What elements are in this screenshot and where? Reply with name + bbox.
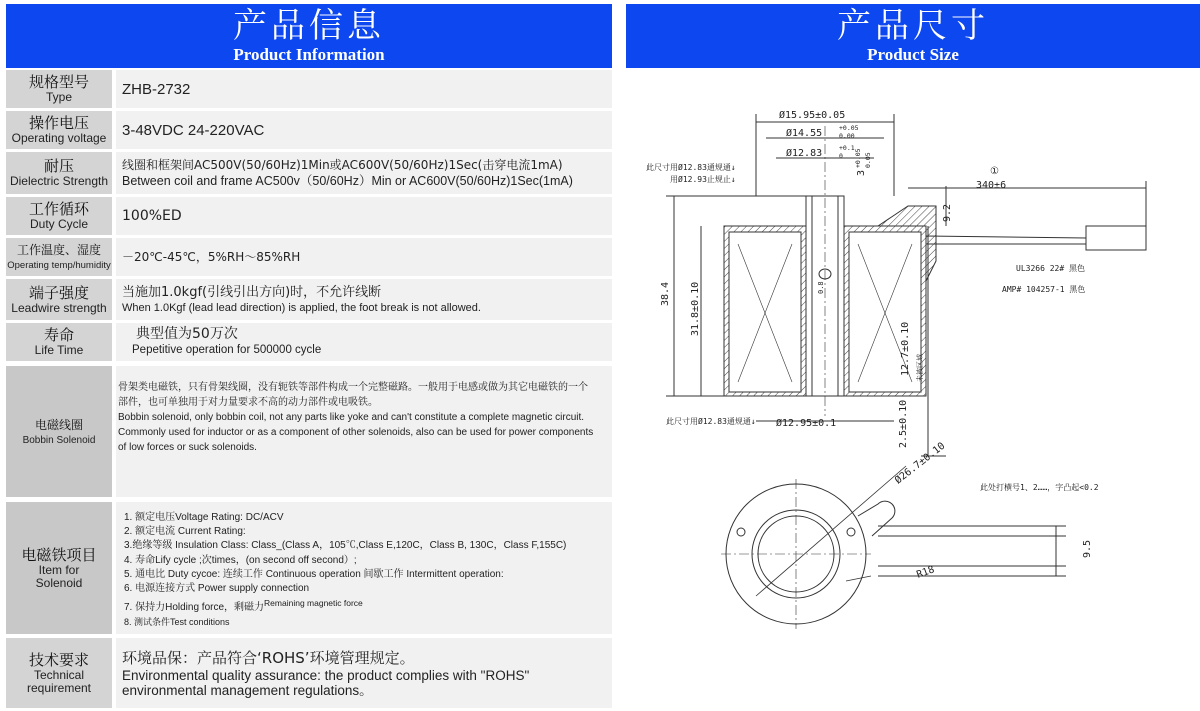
label-cn: 操作电压 (28, 114, 89, 132)
value-text: －20℃-45℃，5%RH～85%RH (122, 249, 301, 264)
dim-d4-tol-lower: 0.05 (864, 152, 872, 168)
dim-d3: Ø12.83 (786, 148, 823, 159)
item-line: 6. 电源连接方式 Power supply connection (124, 583, 310, 595)
label-cn: 耐压 (43, 157, 74, 175)
spec-row-type (6, 70, 612, 108)
label-en: Duty Cycle (29, 217, 88, 231)
bobbin-frame-right (844, 226, 926, 396)
product-information-header (6, 4, 612, 68)
header-title-cn: 产品信息 (233, 6, 385, 46)
dim-38-4: 38.4 (660, 281, 671, 306)
dim-31-8: 31.8±0.10 (690, 281, 701, 336)
spec-value (116, 152, 612, 194)
dim-0-8: 0.8 (817, 281, 825, 294)
dim-d4: 3 (856, 169, 867, 176)
label-cn: 电磁铁项目 (21, 545, 97, 564)
spec-row-bobbin-solenoid (6, 366, 612, 497)
terminal-tab (858, 501, 895, 536)
spec-value (116, 366, 612, 497)
spec-label (6, 638, 112, 708)
value-text: ZHB-2732 (122, 80, 191, 98)
label-en: Dielectric Strength (9, 174, 109, 188)
spec-row-operating-voltage (6, 111, 612, 149)
dim-d4-tol-upper: +0.05 (854, 148, 862, 168)
note-wire-spec: UL3266 22# 黑色 (1016, 264, 1085, 273)
label-cn: 端子强度 (28, 283, 89, 302)
part-number-circle: ① (990, 166, 999, 177)
description-line: Bobbin solenoid, only bobbin coil, not any parts like yoke and can't constitute a complete magnetic circuit. (118, 412, 585, 423)
label-en: Type (45, 90, 72, 104)
dim-12-95: Ø12.95±0.1 (776, 418, 837, 429)
bobbin-frame-left (724, 226, 806, 396)
label-cn: 规格型号 (28, 73, 89, 91)
header-title-cn: 产品尺寸 (837, 6, 989, 46)
label-en: Technical (33, 667, 85, 682)
value-cn: 环境品保：产品符合‘ROHS’环境管理规定。 (122, 649, 415, 667)
spec-value (116, 111, 612, 149)
spec-row-duty-cycle (6, 197, 612, 235)
label-en: Life Time (34, 343, 84, 357)
spec-value (116, 323, 612, 361)
item-line: 8. 测试条件Test conditions (124, 617, 230, 628)
spec-label (6, 323, 112, 361)
item-line: 3.绝缘等级 Insulation Class: Class_(Class A，105℃,Class E,120C，Class B, 130C，Class F,155C) (124, 540, 567, 552)
dim-2-5: 2.5±0.10 (898, 399, 909, 448)
dim-d2-tol-lower: 0.00 (839, 132, 855, 140)
spec-value (116, 238, 612, 276)
label-cn: 工作温度、湿度 (16, 243, 101, 257)
label-cn: 寿命 (43, 326, 74, 344)
label-en: Solenoid (35, 575, 83, 590)
description-line: 骨架类电磁铁，只有骨架线圈，没有轭铁等部件构成一个完整磁路。一般用于电感或做为其它电磁铁的一个 (118, 382, 588, 393)
item-line: 7. 保持力Holding force，剩磁力 (124, 602, 265, 614)
spec-row-item-for-solenoid (6, 502, 612, 634)
spec-value (116, 638, 612, 708)
spec-value (116, 70, 612, 108)
value-cn: 线圈和框架间AC500V(50/60Hz)1Min或AC600V(50/60Hz)1Sec(击穿电流1mA) (122, 158, 563, 172)
item-line-note: Remaining magnetic force (264, 598, 363, 609)
label-cn: 工作循环 (28, 200, 89, 218)
description-line: of low forces or suck solenoids. (118, 442, 257, 453)
spec-row-leadwire-strength (6, 279, 612, 320)
value-en: Pepetitive operation for 500000 cycle (132, 344, 322, 356)
description-line: 部件，也可单独用于对力量要求不高的动力部件或电吸铁。 (118, 397, 378, 408)
label-cn: 电磁线圈 (34, 417, 83, 432)
spec-row-life-time (6, 323, 612, 361)
spec-row-technical-requirement (6, 638, 612, 708)
spec-label (6, 279, 112, 320)
value-en: Between coil and frame AC500v（50/60Hz）Min or AC600V(50/60Hz)1Sec(1mA) (122, 174, 573, 188)
spec-value (116, 197, 612, 235)
solenoid-technical-drawing (646, 86, 1186, 708)
product-size-header (626, 4, 1200, 68)
value-text: 3-48VDC 24-220VAC (122, 121, 265, 139)
spec-label (6, 152, 112, 194)
header-title-en: Product Information (233, 45, 385, 64)
label-en: Bobbin Solenoid (22, 434, 96, 446)
spec-label (6, 197, 112, 235)
label-cn: 技术要求 (28, 650, 89, 669)
note-gauge-nogo: 用Ø12.93止规止↓ (670, 175, 736, 184)
note-marking: 此处打横号1、2……，字凸起<0.2 (980, 483, 1099, 492)
dim-d2-tol-upper: +0.05 (839, 124, 859, 132)
description-line: Commonly used for inductor or as a component of other solenoids, also can be used for power components (118, 427, 594, 438)
spec-row-operating-temp (6, 238, 612, 276)
dim-d1: Ø15.95±0.05 (779, 110, 846, 121)
item-line: 1. 额定电压Voltage Rating: DC/ACV (124, 512, 284, 523)
label-en: requirement (26, 680, 92, 695)
value-en: environmental management regulations。 (122, 683, 373, 698)
value-text: 100%ED (122, 207, 182, 224)
item-line: 2. 额定电流 Current Rating: (124, 526, 246, 538)
spec-label (6, 70, 112, 108)
value-cn: 当施加1.0kgf(引线引出方向)时，不允许线断 (122, 284, 382, 300)
dim-d3-tol-lower: 0 (839, 152, 843, 160)
dim-9-5: 9.5 (1082, 539, 1093, 558)
spec-label (6, 238, 112, 276)
dim-lead-length: 340±6 (976, 180, 1007, 191)
spec-value (116, 279, 612, 320)
dim-d2: Ø14.55 (786, 128, 823, 139)
spec-label (6, 366, 112, 497)
note-terminal-spec: AMP# 104257-1 黑色 (1002, 285, 1086, 294)
dim-9-2: 9.2 (942, 203, 953, 222)
dim-26-7: Ø26.7±0.10 (893, 440, 948, 487)
dim-12-7: 12.7±0.10 (900, 321, 911, 376)
coil-winding-left (729, 232, 801, 392)
spec-value (116, 502, 612, 634)
dim-12-7-note: 未被区域 (916, 354, 924, 382)
spec-label (6, 111, 112, 149)
note-gauge-bottom: 此尺寸用Ø12.83通规通↓ (666, 417, 756, 426)
label-en: Item for (38, 562, 80, 577)
item-line: 4. 寿命Lify cycle ;次times，(on second off second）; (124, 554, 357, 566)
label-en: Leadwire strength (11, 300, 107, 315)
spec-label (6, 502, 112, 634)
note-gauge-go: 此尺寸用Ø12.83通规通↓ (646, 163, 736, 172)
label-en: Operating voltage (11, 131, 107, 145)
dim-d3-tol-upper: +0.1 (839, 144, 855, 152)
header-title-en: Product Size (867, 45, 959, 64)
value-en: Environmental quality assurance: the product complies with "ROHS" (122, 668, 530, 683)
value-cn: 典型值为50万次 (136, 326, 238, 342)
label-en: Operating temp/humidity (7, 260, 111, 271)
spec-row-dielectric-strength (6, 152, 612, 194)
value-en: When 1.0Kgf (lead lead direction) is applied, the foot break is not allowed. (122, 301, 481, 314)
item-line: 5. 通电比 Duty cycoe: 连续工作 Continuous operation 间歇工作 Intermittent operation: (124, 568, 504, 580)
dim-r18: R18 (915, 564, 936, 581)
